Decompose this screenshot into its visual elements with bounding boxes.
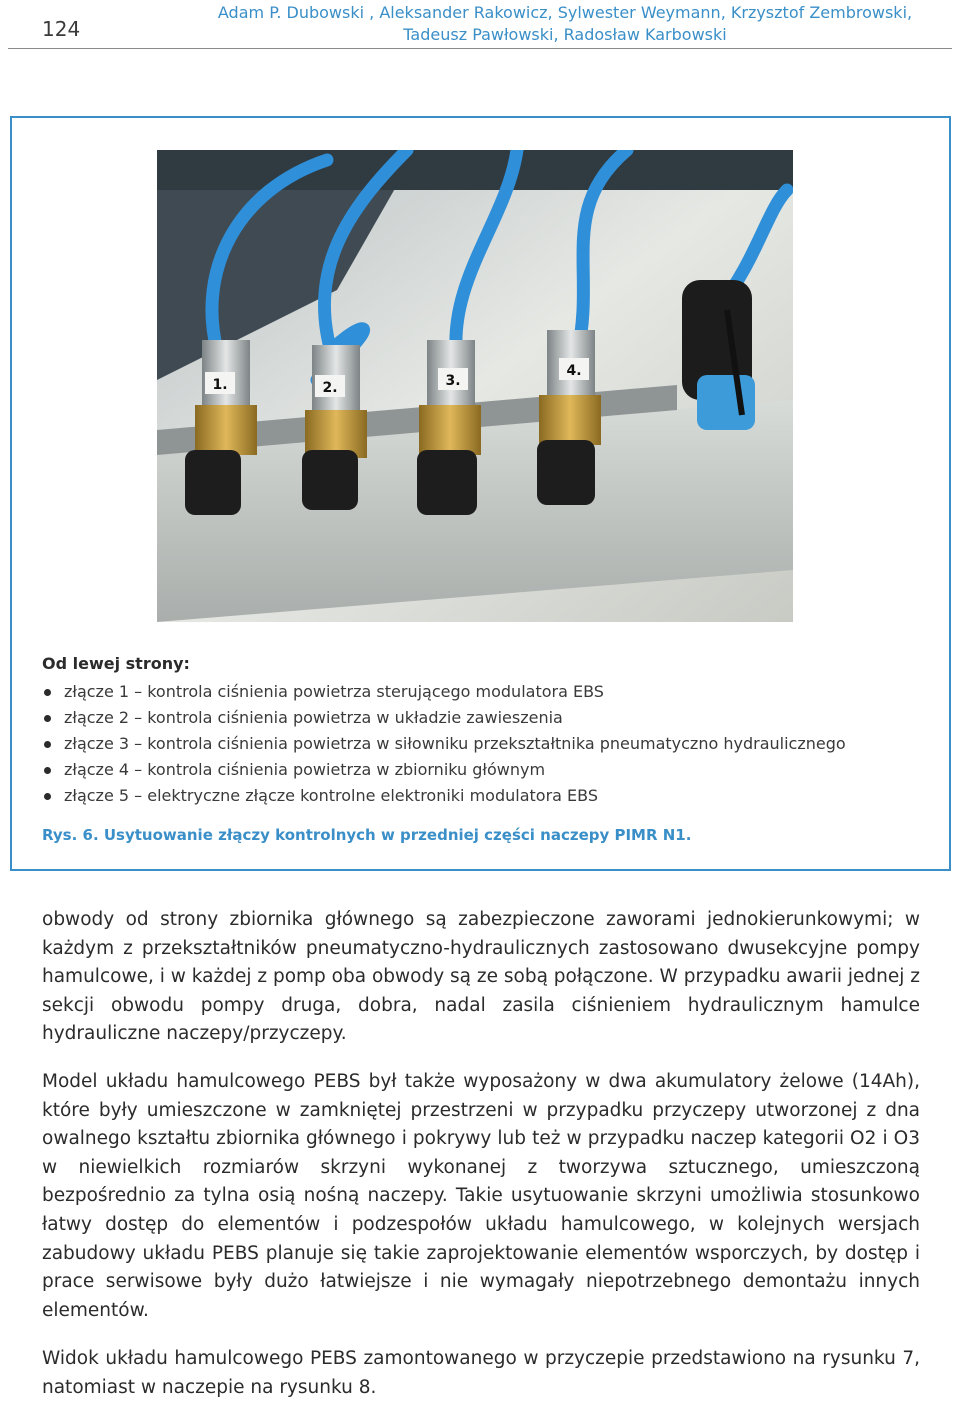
caption-lead: Od lewej strony: [42,654,190,673]
authors [185,2,945,46]
legend-item-text: złącze 1 – kontrola ciśnienia powietrza sterującego modulatora EBS [64,682,604,701]
connector-2-label: 2. [322,380,338,396]
legend-item-text: złącze 3 – kontrola ciśnienia powietrza w siłowniku przekształtnika pneumatyczno hydraulicznego [64,734,846,753]
bullet-icon [44,715,51,722]
bullet-icon [44,767,51,774]
body-paragraph-3: Widok układu hamulcowego PEBS zamontowanego w przyczepie przedstawiono na rysunku 7, natomiast w naczepie na rysunku 8. [42,1348,920,1398]
legend-item-text: złącze 4 – kontrola ciśnienia powietrza w zbiorniku głównym [64,760,546,779]
connector-1-label: 1. [212,377,228,393]
authors-line-2: Tadeusz Pawłowski, Radosław Karbowski [403,25,727,44]
legend-item-text: złącze 2 – kontrola ciśnienia powietrza w układzie zawieszenia [64,708,563,727]
legend-item [42,731,846,757]
header-rule [8,48,952,49]
bullet-icon [44,741,51,748]
legend-item [42,783,846,809]
connector-legend [42,679,846,809]
figure-caption: Rys. 6. Usytuowanie złączy kontrolnych w przedniej części naczepy PIMR N1. [42,826,692,844]
connector-4-label: 4. [566,363,582,379]
bullet-icon [44,793,51,800]
connector-3-label: 3. [445,373,461,389]
authors-line-1: Adam P. Dubowski , Aleksander Rakowicz, Sylwester Weymann, Krzysztof Zembrowski, [217,3,913,22]
body-paragraph-2: Model układu hamulcowego PEBS był także wyposażony w dwa akumulatory żelowe (14Ah), które były umieszczone w zamkniętej przestrzeni w przypadku przyczepy utworzonej z dna owalnego kształtu zbiornika głównego i pokrywy lub też w przypadku naczep kategorii O2 i O3 w niewielkich rozmiarów skrzyni wykonanej z tworzywa sztucznego, umieszczoną bezpośrednio za tylna osią nośną naczepy. Takie usytuowanie skrzyni umożliwia stosunkowo łatwy dostęp do elementów i podzespołów układu hamulcowego, w kolejnych wersjach zabudowy układu PEBS planuje się takie zaprojektowanie elementów wsporczych, by dostęp i prace serwisowe były dużo łatwiejsze i nie wymagały niepotrzebnego demontażu innych elementów. [42,1071,920,1321]
body-paragraph-1: obwody od strony zbiornika głównego są zabezpieczone zaworami jednokierunkowymi; w każdym z przekształtników pneumatyczno-hydraulicznych zastosowano dwusekcyjne pompy hamulcowe, i w każdej z pomp oba obwody są ze sobą połączone. W przypadku awarii jednej z sekcji obwodu pompy druga, dobra, nadal zasila ciśnieniem hydraulicznym hamulce hydrauliczne naczepy/przyczepy. [42,909,920,1045]
connectors-photo-illustration [157,150,793,622]
legend-item [42,757,846,783]
bullet-icon [44,689,51,696]
figure-photo [157,150,793,622]
legend-item [42,679,846,705]
dark-strip [157,150,793,190]
legend-item [42,705,846,731]
page-number: 124 [42,17,81,41]
legend-item-text: złącze 5 – elektryczne złącze kontrolne elektroniki modulatora EBS [64,786,598,805]
